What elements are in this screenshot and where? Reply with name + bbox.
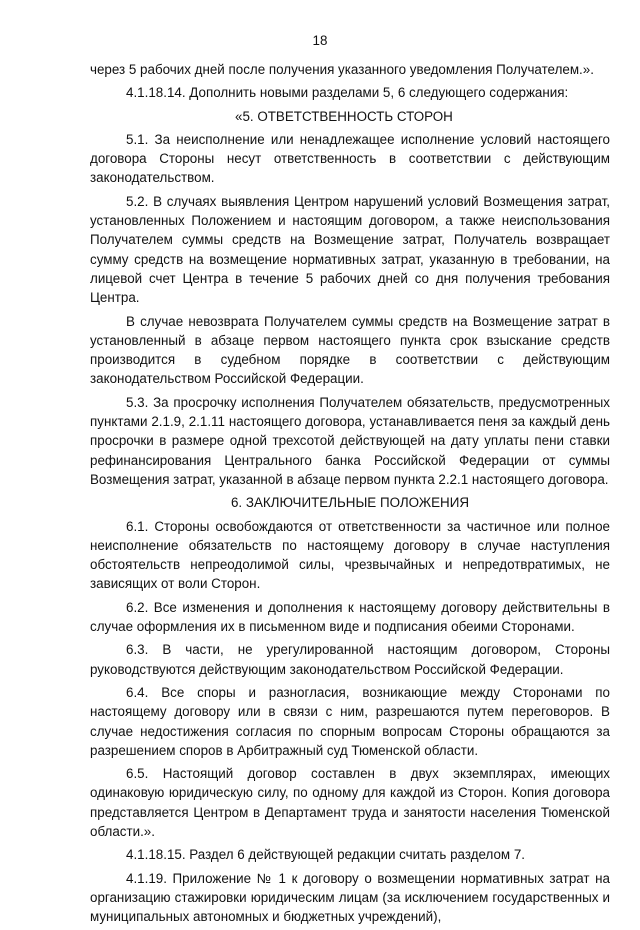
paragraph-5-2-second: В случае невозврата Получателем суммы средств на Возмещение затрат в установленный в абзаце первом настоящего пункта срок взыскание средств производится в судебном порядке в соответствии с действующим законодательством Российской Федерации. <box>90 313 610 387</box>
paragraph-6-4: 6.4. Все споры и разногласия, возникающие между Сторонами по настоящему договору или в связи с ним, разрешаются путем переговоров. В случае недостижения согласия по спорным вопросам Стороны обращаются за разрешением споров в Арбитражный суд Тюменской области. <box>90 684 610 758</box>
paragraph-6-3: 6.3. В части, не урегулированной настоящим договором, Стороны руководствуются действующим законодательством Российской Федерации. <box>90 642 610 677</box>
paragraph-5-3: 5.3. За просрочку исполнения Получателем обязательств, предусмотренных пунктами 2.1.9, 2.1.11 настоящего договора, устанавливается пеня за каждый день просрочки в размере одной трехсотой действующей на дату уплаты пени ставки рефинансирования Центрального банка Российской Федерации от суммы Возмещения затрат, указанной в абзаце первом пункта 2.2.1 настоящего договора. <box>90 394 610 487</box>
paragraph-5-1: 5.1. За неисполнение или ненадлежащее исполнение условий настоящего договора Стороны несут ответственность в соответствии с действующим законодательством. <box>90 131 610 186</box>
section-heading-6: 6. ЗАКЛЮЧИТЕЛЬНЫЕ ПОЛОЖЕНИЯ <box>230 495 470 511</box>
page-number: 18 <box>312 33 328 48</box>
section-heading-5: «5. ОТВЕТСТВЕННОСТЬ СТОРОН <box>235 108 453 124</box>
paragraph-continuation: через 5 рабочих дней после получения указанного уведомления Получателем.». <box>90 62 594 77</box>
paragraph-4-1-18-15: 4.1.18.15. Раздел 6 действующей редакции считать разделом 7. <box>126 847 526 863</box>
paragraph-5-2: 5.2. В случаях выявления Центром нарушений условий Возмещения затрат, установленных Положением и настоящим договором, а также неиспользования Получателем суммы средств на Возмещение затрат, Получатель возвращает сумму средств на возмещение нормативных затрат, указанную в требовании, на лицевой счет Центра в течение 5 рабочих дней со дня получения требования Центра. <box>90 193 610 306</box>
paragraph-6-5: 6.5. Настоящий договор составлен в двух экземплярах, имеющих одинаковую юридическую силу, по одному для каждой из Сторон. Копия договора представляется Центром в Департамент труда и занятости населения Тюменской области.». <box>90 766 610 839</box>
paragraph-4-1-19: 4.1.19. Приложение № 1 к договору о возмещении нормативных затрат на организацию стажировки юридическим лицам (за исключением государственных и муниципальных автономных и бюджетных учреждений), <box>90 870 610 925</box>
paragraph-4-1-18-14: 4.1.18.14. Дополнить новыми разделами 5, 6 следующего содержания: <box>126 85 569 101</box>
document-body <box>90 60 610 930</box>
paragraph-6-1: 6.1. Стороны освобождаются от ответственности за частичное или полное неисполнение обязательств по настоящему договору в случае наступления обстоятельств непреодолимой силы, чрезвычайных и непредотвратимых, не зависящих от воли Сторон. <box>90 518 610 592</box>
paragraph-6-2: 6.2. Все изменения и дополнения к настоящему договору действительны в случае оформления их в письменном виде и подписания обеими Сторонами. <box>90 599 610 635</box>
